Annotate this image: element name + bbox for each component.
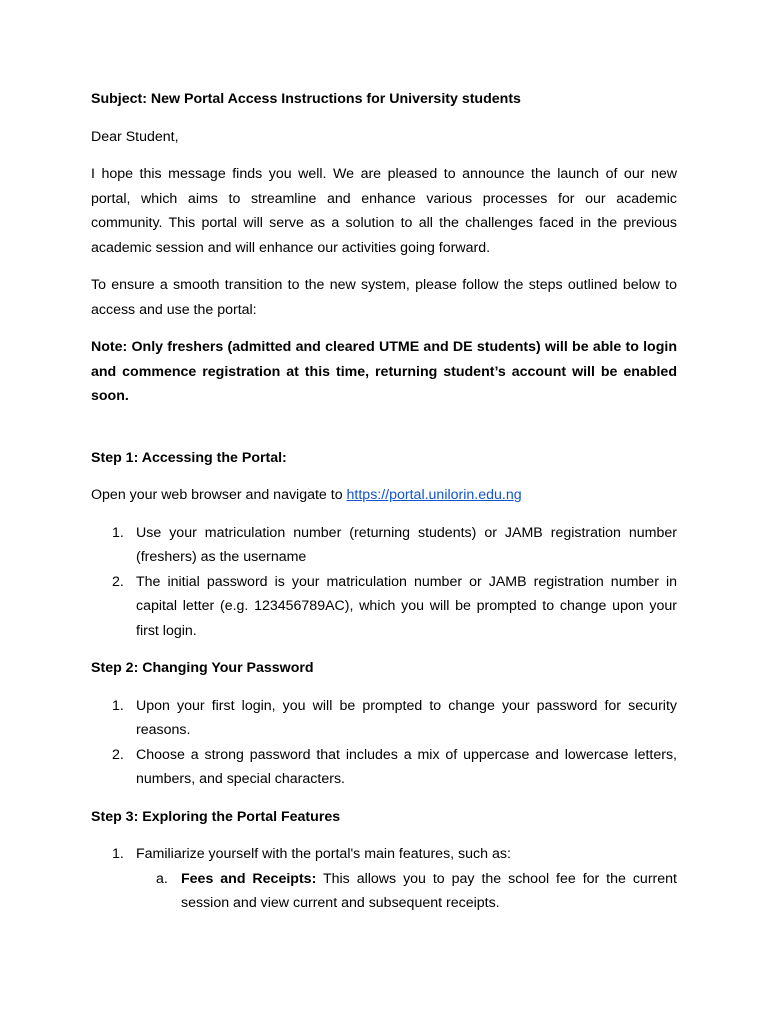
- list-item-number: 2.: [112, 573, 124, 590]
- sublist-item-letter: a.: [156, 870, 168, 887]
- step3-heading: Step 3: Exploring the Portal Features: [91, 808, 341, 825]
- note-paragraph: Note: Only freshers (admitted and cleared UTME and DE students) will be able to login and commence registration at this time, returning student’s account will be enabled soon.: [91, 339, 677, 404]
- greeting: Dear Student,: [91, 128, 179, 145]
- list-item: [91, 842, 677, 916]
- step2-list: [91, 694, 677, 792]
- list-item: [91, 570, 677, 644]
- sublist-item-label: Fees and Receipts:: [181, 870, 317, 887]
- step1-open-instruction: [91, 483, 677, 508]
- list-item-text: Choose a strong password that includes a mix of uppercase and lowercase letters, numbers, and special characters.: [136, 746, 677, 787]
- sublist-item: [136, 867, 677, 916]
- list-item-text: Use your matriculation number (returning students) or JAMB registration number (freshers) as the username: [136, 524, 677, 565]
- step1-list: [91, 521, 677, 644]
- document-page: [91, 87, 677, 916]
- sublist-item-text: This allows you to pay the school fee for the current session and view current and subsequent receipts.: [181, 870, 677, 911]
- list-item-text: The initial password is your matriculation number or JAMB registration number in capital letter (e.g. 123456789AC), which you will be prompted to change upon your first login.: [136, 573, 677, 639]
- step3-sublist: [136, 867, 677, 916]
- list-item-text: Upon your first login, you will be prompted to change your password for security reasons.: [136, 697, 677, 738]
- list-item: [91, 694, 677, 743]
- transition-paragraph: To ensure a smooth transition to the new system, please follow the steps outlined below to access and use the portal:: [91, 277, 677, 318]
- portal-link[interactable]: https://portal.unilorin.edu.ng: [346, 487, 522, 503]
- list-item-text: Familiarize yourself with the portal's main features, such as:: [136, 846, 511, 862]
- list-item: [91, 521, 677, 570]
- step3-list: [91, 842, 677, 916]
- intro-paragraph: I hope this message finds you well. We are pleased to announce the launch of our new portal, which aims to streamline and enhance various processes for our academic community. This portal will serve as a solution to all the challenges faced in the previous academic session and will enhance our activities going forward.: [91, 166, 677, 256]
- step1-open-text: Open your web browser and navigate to: [91, 487, 347, 503]
- list-item-number: 1.: [112, 846, 124, 862]
- email-subject: Subject: New Portal Access Instructions for University students: [91, 91, 521, 107]
- step1-heading: Step 1: Accessing the Portal:: [91, 449, 287, 466]
- list-item: [91, 743, 677, 792]
- list-item-number: 1.: [112, 524, 124, 541]
- step2-heading: Step 2: Changing Your Password: [91, 660, 314, 676]
- list-item-number: 2.: [112, 746, 124, 763]
- list-item-number: 1.: [112, 697, 124, 714]
